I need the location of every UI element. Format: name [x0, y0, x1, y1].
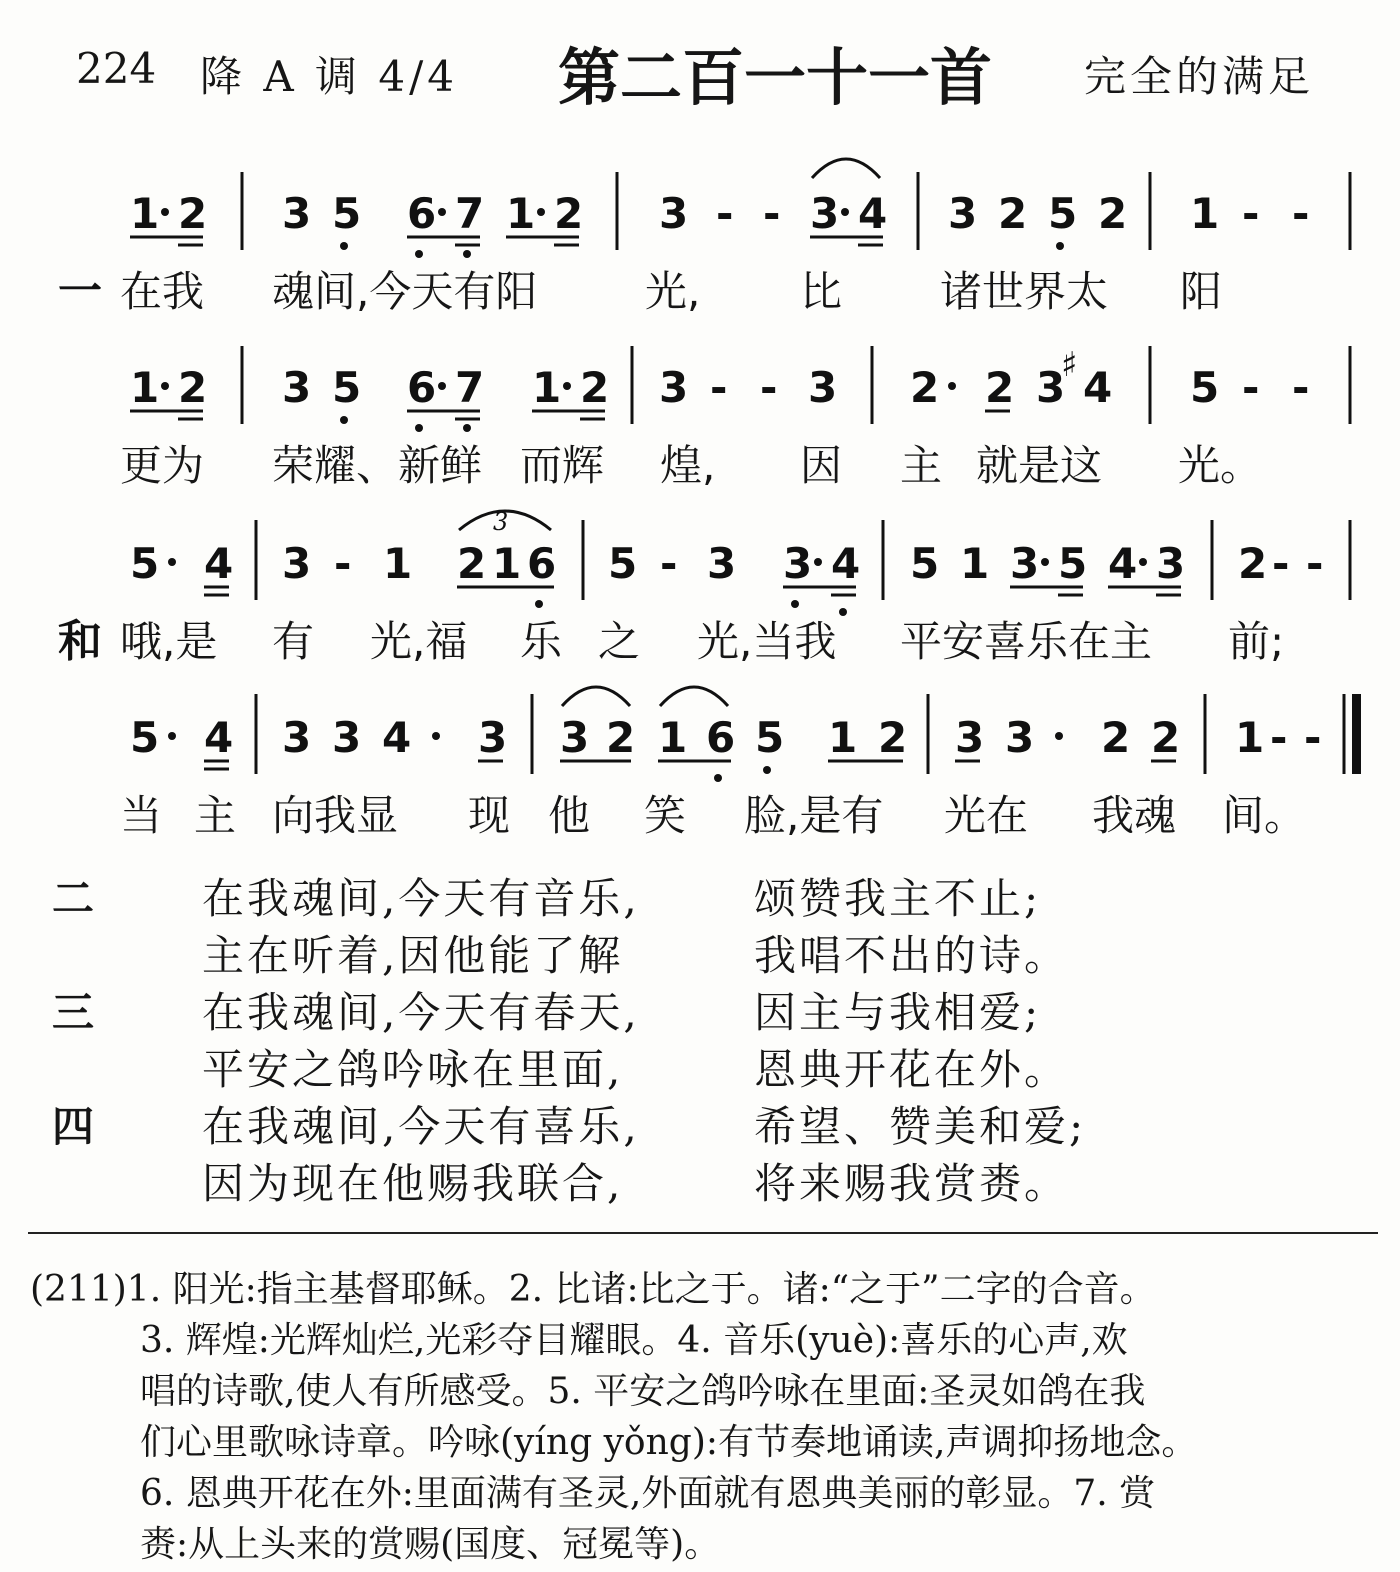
svg-text:-: - [760, 363, 778, 412]
svg-text:5: 5 [1048, 189, 1078, 238]
svg-text:3: 3 [948, 189, 978, 238]
svg-text:1: 1 [130, 363, 160, 412]
lyric: 我魂 [1092, 791, 1177, 840]
verse-line [0, 980, 1400, 1037]
verse-text-b: 颂赞我主不止; [754, 874, 1042, 923]
svg-text:2: 2 [998, 189, 1028, 238]
svg-text:3: 3 [1156, 539, 1186, 588]
svg-text:3: 3 [332, 713, 362, 762]
svg-text:2: 2 [985, 363, 1015, 412]
verse-1-marker: 一 [58, 266, 102, 317]
verse-text-a: 平安之鸽吟咏在里面, [202, 1045, 624, 1094]
page-number: 224 [76, 44, 157, 93]
verse-line [0, 1094, 1400, 1151]
svg-text:3: 3 [1005, 713, 1035, 762]
svg-text:2: 2 [178, 363, 208, 412]
svg-text:-: - [1292, 363, 1310, 412]
svg-text:5: 5 [755, 713, 785, 762]
svg-text:3: 3 [955, 713, 985, 762]
verse-text-b: 恩典开花在外。 [754, 1045, 1070, 1094]
svg-text:2: 2 [606, 713, 636, 762]
svg-text:5: 5 [130, 539, 160, 588]
svg-text:-: - [334, 539, 352, 588]
triplet-mark: 3 [493, 508, 509, 536]
svg-text:4: 4 [204, 713, 234, 762]
hymn-title: 第二百一十一首 [558, 41, 993, 114]
svg-text:7: 7 [455, 189, 485, 238]
lyric: 有 [272, 617, 315, 666]
verse-text-b: 将来赐我赏赉。 [754, 1159, 1070, 1208]
svg-text:3: 3 [659, 363, 689, 412]
lyric: 而辉 [520, 441, 605, 490]
svg-text:1: 1 [506, 189, 536, 238]
key-signature: 降 A 调 4/4 [200, 52, 458, 101]
svg-text:♯: ♯ [1061, 345, 1078, 385]
svg-text:2: 2 [910, 363, 940, 412]
svg-text:6: 6 [407, 363, 437, 412]
svg-text:-: - [1242, 189, 1260, 238]
svg-text:5: 5 [608, 539, 638, 588]
lyric: 主 [900, 441, 943, 490]
svg-text:2: 2 [457, 539, 487, 588]
svg-text:6: 6 [527, 539, 557, 588]
lyric: 在我 [120, 267, 205, 316]
score-row-3 [58, 508, 1350, 667]
svg-text:-: - [1242, 363, 1260, 412]
svg-text:1: 1 [492, 539, 522, 588]
svg-text:4: 4 [858, 189, 888, 238]
svg-text:1: 1 [658, 713, 688, 762]
lyric: 因 [800, 441, 843, 490]
footnote-line: 6. 恩典开花在外:里面满有圣灵,外面就有恩典美丽的彰显。7. 赏 [140, 1473, 1156, 1514]
svg-text:2: 2 [178, 189, 208, 238]
divider [28, 1232, 1378, 1234]
svg-text:3: 3 [282, 713, 312, 762]
lyric: 魂间,今天有阳 [272, 267, 538, 316]
lyric: 光在 [944, 791, 1029, 840]
lyric: 主 [194, 791, 237, 840]
lyric: 哦,是 [120, 617, 218, 666]
verse-text-a: 主在听着,因他能了解 [202, 931, 624, 980]
footnote-line: (211)1. 阳光:指主基督耶稣。2. 比诸:比之于。诸:“之于”二字的合音。 [30, 1269, 1156, 1310]
footnote-line: 们心里歌咏诗章。吟咏(yíng yǒng):有节奏地诵读,声调抑扬地念。 [140, 1422, 1198, 1463]
lyric: 诸世界太 [940, 267, 1109, 316]
svg-text:-: - [716, 189, 734, 238]
svg-text:6: 6 [407, 189, 437, 238]
verse-text-a: 在我魂间,今天有音乐, [202, 874, 640, 923]
svg-text:5: 5 [910, 539, 940, 588]
hymn-subtitle: 完全的满足 [1084, 52, 1315, 101]
score-row-1 [58, 159, 1350, 317]
lyric: 前; [1228, 617, 1285, 666]
svg-text:1: 1 [532, 363, 562, 412]
svg-text:3: 3 [1010, 539, 1040, 588]
svg-text:5: 5 [1190, 363, 1220, 412]
lyric: 向我显 [272, 791, 399, 840]
svg-text:2: 2 [1151, 713, 1181, 762]
verse-text-a: 在我魂间,今天有喜乐, [202, 1102, 640, 1151]
lyric: 荣耀、新鲜 [272, 441, 483, 490]
lyric: 光。 [1178, 441, 1263, 490]
lyric: 现 [468, 791, 511, 840]
score-row-4 [120, 687, 1361, 840]
svg-text:2: 2 [878, 713, 908, 762]
svg-text:2: 2 [1098, 189, 1128, 238]
verse-line [0, 866, 1400, 923]
lyric: 平安喜乐在主 [900, 617, 1153, 666]
footnote-line: 赉:从上头来的赏赐(国度、冠冕等)。 [140, 1524, 721, 1565]
footnote-line: 3. 辉煌:光辉灿烂,光彩夺目耀眼。4. 音乐(yuè):喜乐的心声,欢 [140, 1320, 1128, 1361]
chorus-marker: 和 [58, 616, 102, 667]
svg-text:-: - [660, 539, 678, 588]
lyric: 阳 [1180, 267, 1223, 316]
svg-text:4: 4 [831, 539, 861, 588]
verse-number: 四 [52, 1102, 95, 1151]
lyric: 更为 [120, 441, 205, 490]
svg-text:-: - [1270, 713, 1288, 762]
svg-text:-: - [1292, 189, 1310, 238]
svg-text:7: 7 [455, 363, 485, 412]
score-row-2 [120, 345, 1350, 490]
svg-text:1: 1 [383, 539, 413, 588]
verse-number: 三 [52, 988, 95, 1037]
lyric: 笑 [644, 791, 687, 840]
svg-text:3: 3 [1036, 363, 1066, 412]
lyric: 光, [645, 267, 701, 316]
svg-text:2: 2 [580, 363, 610, 412]
svg-text:3: 3 [659, 189, 689, 238]
verse-line [0, 1037, 1400, 1094]
svg-text:4: 4 [1083, 363, 1113, 412]
svg-text:1: 1 [130, 189, 160, 238]
svg-text:6: 6 [706, 713, 736, 762]
svg-text:-: - [1272, 539, 1290, 588]
svg-text:2: 2 [554, 189, 584, 238]
lyric: 比 [800, 267, 843, 316]
lyric: 光,福 [370, 617, 468, 666]
svg-text:4: 4 [382, 713, 412, 762]
verse-line [0, 1151, 1400, 1208]
svg-text:3: 3 [282, 363, 312, 412]
svg-text:5: 5 [332, 189, 362, 238]
svg-text:4: 4 [1108, 539, 1138, 588]
additional-verses [0, 866, 1400, 1208]
verse-line [0, 923, 1400, 980]
lyric: 脸,是有 [744, 791, 884, 840]
verse-number: 二 [52, 874, 95, 923]
svg-text:1: 1 [960, 539, 990, 588]
svg-text:3: 3 [707, 539, 737, 588]
svg-text:2: 2 [1101, 713, 1131, 762]
verse-text-a: 在我魂间,今天有春天, [202, 988, 640, 1037]
svg-text:3: 3 [282, 189, 312, 238]
verse-text-a: 因为现在他赐我联合, [202, 1159, 624, 1208]
svg-text:3: 3 [478, 713, 508, 762]
svg-text:1: 1 [1235, 713, 1265, 762]
svg-text:2: 2 [1238, 539, 1268, 588]
lyric: 当 [120, 791, 163, 840]
svg-text:4: 4 [204, 539, 234, 588]
verse-text-b: 因主与我相爱; [754, 988, 1042, 1037]
svg-text:-: - [710, 363, 728, 412]
svg-text:-: - [1304, 713, 1322, 762]
svg-text:3: 3 [560, 713, 590, 762]
svg-text:5: 5 [1058, 539, 1088, 588]
verse-text-b: 我唱不出的诗。 [754, 931, 1070, 980]
lyric: 他 [548, 791, 591, 840]
lyric: 煌, [660, 441, 716, 490]
lyric: 间。 [1222, 791, 1307, 840]
svg-text:3: 3 [810, 189, 840, 238]
svg-text:1: 1 [1190, 189, 1220, 238]
footnote-line: 唱的诗歌,使人有所感受。5. 平安之鸽吟咏在里面:圣灵如鸽在我 [140, 1371, 1146, 1412]
lyric: 乐 [520, 617, 563, 666]
svg-text:-: - [763, 189, 781, 238]
lyric: 就是这 [976, 441, 1103, 490]
svg-text:3: 3 [282, 539, 312, 588]
svg-text:3: 3 [783, 539, 813, 588]
svg-text:5: 5 [130, 713, 160, 762]
lyric: 光,当我 [697, 617, 837, 666]
lyric: 之 [598, 617, 641, 666]
svg-text:-: - [1306, 539, 1324, 588]
svg-text:3: 3 [808, 363, 838, 412]
svg-text:5: 5 [332, 363, 362, 412]
footnotes [30, 1264, 1380, 1570]
svg-text:1: 1 [828, 713, 858, 762]
verse-text-b: 希望、赞美和爱; [754, 1102, 1087, 1151]
